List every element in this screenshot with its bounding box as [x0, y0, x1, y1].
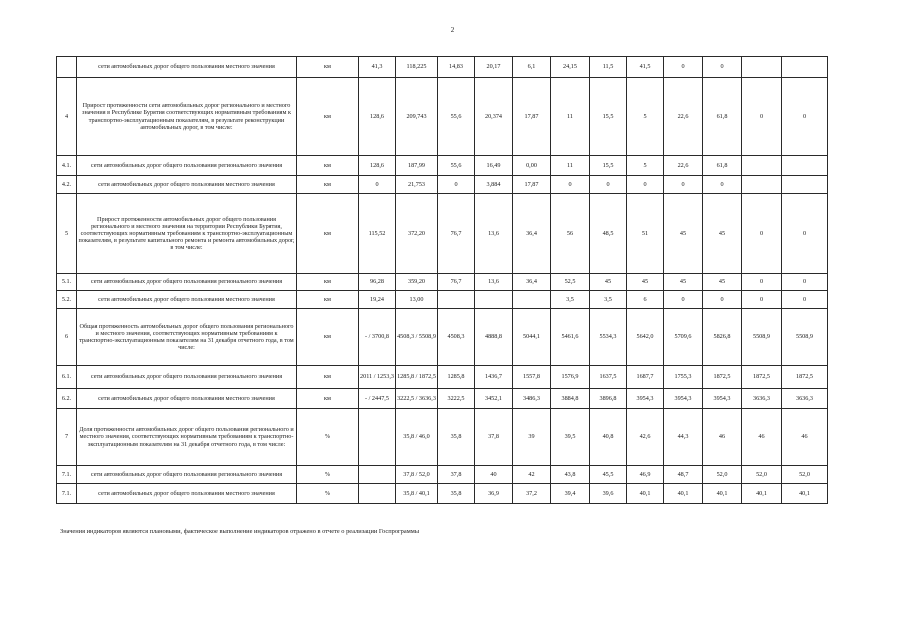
- value-cell: 24,15: [551, 57, 590, 78]
- indicator-description-cell: сети автомобильных дорог общего пользования местного значения: [77, 484, 297, 504]
- table-row: [57, 466, 828, 484]
- value-cell: 40,1: [782, 484, 828, 504]
- value-cell: 40,1: [627, 484, 664, 504]
- value-cell: 22,6: [664, 156, 703, 176]
- value-cell: 1285,8: [438, 366, 475, 389]
- row-number-cell: 7: [57, 409, 77, 466]
- value-cell: 22,6: [664, 78, 703, 156]
- value-cell: 3452,1: [475, 389, 513, 409]
- value-cell: 3,5: [551, 291, 590, 309]
- value-cell: [359, 466, 396, 484]
- table-row: [57, 389, 828, 409]
- value-cell: 1872,5: [782, 366, 828, 389]
- table-row: [57, 291, 828, 309]
- value-cell: 35,8 / 40,1: [396, 484, 438, 504]
- value-cell: 128,6: [359, 78, 396, 156]
- value-cell: 3,884: [475, 176, 513, 194]
- value-cell: 5709,6: [664, 309, 703, 366]
- value-cell: 0: [782, 291, 828, 309]
- value-cell: 5044,1: [513, 309, 551, 366]
- row-number-cell: [57, 57, 77, 78]
- value-cell: 4508,3: [438, 309, 475, 366]
- value-cell: [742, 57, 782, 78]
- row-number-cell: 4: [57, 78, 77, 156]
- value-cell: 35,8: [438, 484, 475, 504]
- value-cell: 96,28: [359, 274, 396, 291]
- value-cell: 4508,3 / 5508,9: [396, 309, 438, 366]
- value-cell: 3,5: [590, 291, 627, 309]
- value-cell: [359, 484, 396, 504]
- value-cell: 5642,0: [627, 309, 664, 366]
- value-cell: 0: [438, 176, 475, 194]
- indicators-table: [56, 56, 828, 504]
- value-cell: 3954,3: [664, 389, 703, 409]
- value-cell: 37,8: [475, 409, 513, 466]
- value-cell: 13,6: [475, 274, 513, 291]
- value-cell: 40,8: [590, 409, 627, 466]
- unit-cell: км: [297, 366, 359, 389]
- value-cell: 14,83: [438, 57, 475, 78]
- indicator-description-cell: Общая протяженность автомобильных дорог общего пользования регионального и местного значения, соответствующих нормативным требованиям к транспортно-эксплуатационным показателям на 31 декабря отчетного года, в том числе:: [77, 309, 297, 366]
- value-cell: 11,5: [590, 57, 627, 78]
- value-cell: 0: [782, 274, 828, 291]
- value-cell: 40,1: [703, 484, 742, 504]
- value-cell: 45,5: [590, 466, 627, 484]
- value-cell: 37,8: [438, 466, 475, 484]
- value-cell: 19,24: [359, 291, 396, 309]
- value-cell: 51: [627, 194, 664, 274]
- value-cell: 46,9: [627, 466, 664, 484]
- value-cell: 45: [664, 194, 703, 274]
- row-number-cell: 6.2.: [57, 389, 77, 409]
- value-cell: 3954,3: [627, 389, 664, 409]
- value-cell: 5: [627, 156, 664, 176]
- value-cell: 41,5: [627, 57, 664, 78]
- value-cell: 35,8 / 46,0: [396, 409, 438, 466]
- value-cell: [782, 156, 828, 176]
- indicator-description-cell: Доля протяженности автомобильных дорог общего пользования регионального и местного значения, соответствующих нормативным требованиям к транспортно-эксплуатационным показателям на 31 декабря отчетного года, в том числе:: [77, 409, 297, 466]
- value-cell: 5534,3: [590, 309, 627, 366]
- value-cell: 1637,5: [590, 366, 627, 389]
- value-cell: 56: [551, 194, 590, 274]
- value-cell: 55,6: [438, 78, 475, 156]
- value-cell: 36,4: [513, 194, 551, 274]
- row-number-cell: 5: [57, 194, 77, 274]
- table-row: [57, 274, 828, 291]
- value-cell: 115,52: [359, 194, 396, 274]
- value-cell: 372,20: [396, 194, 438, 274]
- value-cell: 48,5: [590, 194, 627, 274]
- value-cell: 37,8 / 52,0: [396, 466, 438, 484]
- value-cell: [475, 291, 513, 309]
- value-cell: 0: [664, 176, 703, 194]
- unit-cell: км: [297, 274, 359, 291]
- value-cell: 6,1: [513, 57, 551, 78]
- value-cell: 36,4: [513, 274, 551, 291]
- value-cell: 44,3: [664, 409, 703, 466]
- row-number-cell: 6: [57, 309, 77, 366]
- value-cell: 5461,6: [551, 309, 590, 366]
- table-row: [57, 194, 828, 274]
- value-cell: 45: [664, 274, 703, 291]
- value-cell: [359, 409, 396, 466]
- value-cell: 20,17: [475, 57, 513, 78]
- table-row: [57, 156, 828, 176]
- value-cell: 36,9: [475, 484, 513, 504]
- value-cell: [742, 176, 782, 194]
- value-cell: - / 2447,5: [359, 389, 396, 409]
- unit-cell: км: [297, 57, 359, 78]
- value-cell: 209,743: [396, 78, 438, 156]
- row-number-cell: 5.1.: [57, 274, 77, 291]
- row-number-cell: 7.1.: [57, 484, 77, 504]
- value-cell: 76,7: [438, 274, 475, 291]
- unit-cell: %: [297, 409, 359, 466]
- table-row: [57, 176, 828, 194]
- table-row: [57, 78, 828, 156]
- value-cell: 5: [627, 78, 664, 156]
- value-cell: 3486,3: [513, 389, 551, 409]
- value-cell: 0,00: [513, 156, 551, 176]
- row-number-cell: 4.1.: [57, 156, 77, 176]
- unit-cell: км: [297, 194, 359, 274]
- unit-cell: %: [297, 466, 359, 484]
- value-cell: 0: [627, 176, 664, 194]
- value-cell: 359,20: [396, 274, 438, 291]
- value-cell: 1687,7: [627, 366, 664, 389]
- value-cell: 1436,7: [475, 366, 513, 389]
- value-cell: 11: [551, 78, 590, 156]
- value-cell: 52,0: [782, 466, 828, 484]
- value-cell: 0: [742, 194, 782, 274]
- table-row: [57, 409, 828, 466]
- value-cell: 3636,3: [782, 389, 828, 409]
- unit-cell: км: [297, 389, 359, 409]
- value-cell: 0: [782, 78, 828, 156]
- value-cell: 45: [627, 274, 664, 291]
- value-cell: 46: [742, 409, 782, 466]
- value-cell: 45: [703, 194, 742, 274]
- table-row: [57, 57, 828, 78]
- value-cell: 43,8: [551, 466, 590, 484]
- value-cell: 17,87: [513, 78, 551, 156]
- row-number-cell: 7.1.: [57, 466, 77, 484]
- value-cell: 61,8: [703, 78, 742, 156]
- unit-cell: км: [297, 156, 359, 176]
- row-number-cell: 5.2.: [57, 291, 77, 309]
- value-cell: 0: [359, 176, 396, 194]
- table-row: [57, 366, 828, 389]
- value-cell: 41,3: [359, 57, 396, 78]
- value-cell: 1557,8: [513, 366, 551, 389]
- value-cell: 1285,8 / 1872,5: [396, 366, 438, 389]
- value-cell: 42,6: [627, 409, 664, 466]
- value-cell: - / 3700,8: [359, 309, 396, 366]
- table-row: [57, 309, 828, 366]
- value-cell: 46: [782, 409, 828, 466]
- value-cell: 3884,8: [551, 389, 590, 409]
- unit-cell: км: [297, 176, 359, 194]
- value-cell: 0: [782, 194, 828, 274]
- value-cell: 3954,3: [703, 389, 742, 409]
- value-cell: 3636,3: [742, 389, 782, 409]
- value-cell: 2011 / 1253,3: [359, 366, 396, 389]
- value-cell: 42: [513, 466, 551, 484]
- value-cell: 187,99: [396, 156, 438, 176]
- value-cell: 39,5: [551, 409, 590, 466]
- value-cell: 128,6: [359, 156, 396, 176]
- indicator-description-cell: сети автомобильных дорог общего пользования местного значения: [77, 291, 297, 309]
- value-cell: 5826,8: [703, 309, 742, 366]
- value-cell: 46: [703, 409, 742, 466]
- value-cell: 0: [590, 176, 627, 194]
- value-cell: 39: [513, 409, 551, 466]
- value-cell: 52,0: [742, 466, 782, 484]
- indicator-description-cell: сети автомобильных дорог общего пользования местного значения: [77, 57, 297, 78]
- value-cell: 4888,8: [475, 309, 513, 366]
- value-cell: 1872,5: [742, 366, 782, 389]
- value-cell: 52,0: [703, 466, 742, 484]
- value-cell: 1872,5: [703, 366, 742, 389]
- value-cell: [513, 291, 551, 309]
- value-cell: 3896,8: [590, 389, 627, 409]
- indicator-description-cell: сети автомобильных дорог общего пользования регионального значения: [77, 274, 297, 291]
- value-cell: 37,2: [513, 484, 551, 504]
- value-cell: 48,7: [664, 466, 703, 484]
- value-cell: 11: [551, 156, 590, 176]
- value-cell: 0: [742, 78, 782, 156]
- value-cell: 5508,9: [782, 309, 828, 366]
- value-cell: 6: [627, 291, 664, 309]
- value-cell: 52,5: [551, 274, 590, 291]
- unit-cell: км: [297, 291, 359, 309]
- unit-cell: %: [297, 484, 359, 504]
- row-number-cell: 4.2.: [57, 176, 77, 194]
- value-cell: 16,49: [475, 156, 513, 176]
- value-cell: 0: [703, 291, 742, 309]
- indicator-description-cell: сети автомобильных дорог общего пользования регионального значения: [77, 466, 297, 484]
- value-cell: 0: [742, 291, 782, 309]
- indicator-description-cell: сети автомобильных дорог общего пользования регионального значения: [77, 366, 297, 389]
- value-cell: 40,1: [664, 484, 703, 504]
- value-cell: 0: [551, 176, 590, 194]
- value-cell: [782, 57, 828, 78]
- value-cell: 1755,3: [664, 366, 703, 389]
- value-cell: 39,6: [590, 484, 627, 504]
- value-cell: 20,374: [475, 78, 513, 156]
- indicator-description-cell: сети автомобильных дорог общего пользования местного значения: [77, 389, 297, 409]
- value-cell: 15,5: [590, 78, 627, 156]
- value-cell: [782, 176, 828, 194]
- value-cell: 76,7: [438, 194, 475, 274]
- value-cell: 40: [475, 466, 513, 484]
- table-row: [57, 484, 828, 504]
- row-number-cell: 6.1.: [57, 366, 77, 389]
- unit-cell: км: [297, 309, 359, 366]
- indicator-description-cell: сети автомобильных дорог общего пользования местного значения: [77, 176, 297, 194]
- value-cell: 61,8: [703, 156, 742, 176]
- value-cell: 118,225: [396, 57, 438, 78]
- value-cell: 0: [742, 274, 782, 291]
- value-cell: 45: [703, 274, 742, 291]
- value-cell: 5508,9: [742, 309, 782, 366]
- value-cell: [438, 291, 475, 309]
- footnote: Значения индикаторов являются плановыми, фактическое выполнение индикаторов отражено в отчете о реализации Госпрограммы: [60, 528, 420, 535]
- value-cell: 17,87: [513, 176, 551, 194]
- value-cell: [742, 156, 782, 176]
- value-cell: 40,1: [742, 484, 782, 504]
- value-cell: 45: [590, 274, 627, 291]
- indicator-description-cell: Прирост протяженности сети автомобильных дорог регионального и местного значения в Республике Бурятия соответствующих нормативным требованиям к транспортно-эксплуатационным показателям, в результате реконструкции автомобильных дорог, в том числе:: [77, 78, 297, 156]
- value-cell: 35,8: [438, 409, 475, 466]
- value-cell: 13,00: [396, 291, 438, 309]
- unit-cell: км: [297, 78, 359, 156]
- value-cell: 55,6: [438, 156, 475, 176]
- indicator-description-cell: сети автомобильных дорог общего пользования регионального значения: [77, 156, 297, 176]
- value-cell: 0: [703, 176, 742, 194]
- value-cell: 0: [703, 57, 742, 78]
- value-cell: 0: [664, 57, 703, 78]
- value-cell: 3222,5: [438, 389, 475, 409]
- indicator-description-cell: Прирост протяженности автомобильных дорог общего пользования регионального и местного значения на территории Республики Бурятия, соответствующих нормативным требованиям к транспортно-эксплуатационным показателям, в результате капитального ремонта и ремонта автомобильных дорог, в том числе:: [77, 194, 297, 274]
- value-cell: 3222,5 / 3636,3: [396, 389, 438, 409]
- page-number: 2: [450, 26, 455, 34]
- value-cell: 21,753: [396, 176, 438, 194]
- value-cell: 1576,9: [551, 366, 590, 389]
- value-cell: 39,4: [551, 484, 590, 504]
- value-cell: 0: [664, 291, 703, 309]
- value-cell: 15,5: [590, 156, 627, 176]
- value-cell: 13,6: [475, 194, 513, 274]
